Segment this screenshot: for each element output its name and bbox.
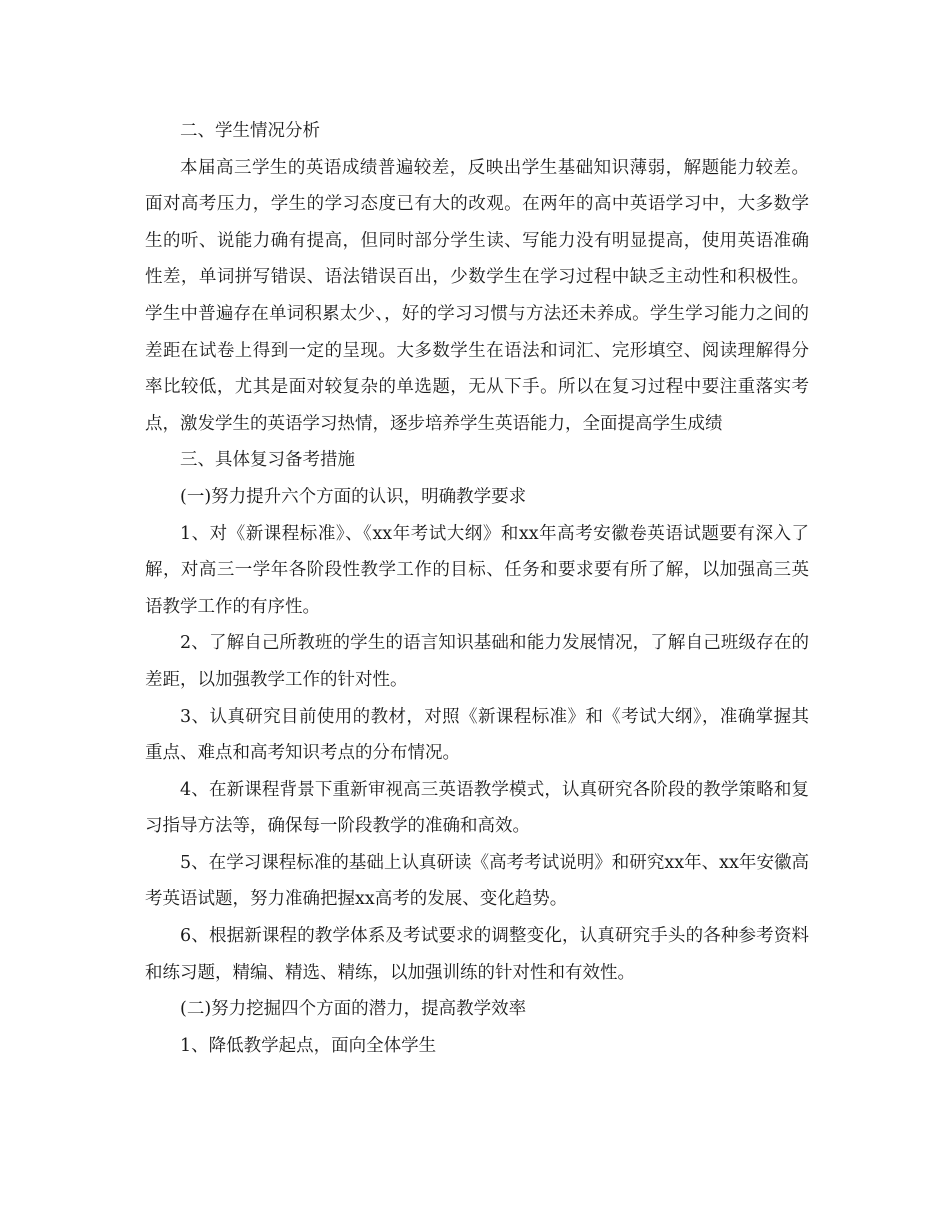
subsection-heading-six-aspects: (一)努力提升六个方面的认识，明确教学要求 xyxy=(180,486,527,507)
list-item-lower-starting-point: 1、降低教学起点，面向全体学生 xyxy=(180,1035,437,1056)
list-item-1: 1、对《新课程标准》、《xx年考试大纲》和xx年高考安徽卷英语试题要有深入了解，对高三一学年各阶段性教学工作的目标、任务和要求要有所了解，以加强高三英语教学工作的有序性。 xyxy=(145,523,809,617)
list-item-5: 5、在学习课程标准的基础上认真研读《高考考试说明》和研究xx年、xx年安徽高考英语试题，努力准确把握xx高考的发展、变化趋势。 xyxy=(145,852,809,910)
section-heading-student-analysis: 二、学生情况分析 xyxy=(180,121,320,141)
list-item-4: 4、在新课程背景下重新审视高三英语教学模式，认真研究各阶段的教学策略和复习指导方法等，确保每一阶段教学的准确和高效。 xyxy=(145,779,809,837)
list-item-3: 3、认真研究目前使用的教材，对照《新课程标准》和《考试大纲》，准确掌握其重点、难点和高考知识考点的分布情况。 xyxy=(145,706,809,764)
document-body xyxy=(145,113,809,1064)
list-item-2: 2、了解自己所教班的学生的语言知识基础和能力发展情况，了解自己班级存在的差距，以加强教学工作的针对性。 xyxy=(145,633,809,690)
list-item-6: 6、根据新课程的教学体系及考试要求的调整变化，认真研究手头的各种参考资料和练习题，精编、精选、精练，以加强训练的针对性和有效性。 xyxy=(145,926,809,983)
section-heading-review-measures: 三、具体复习备考措施 xyxy=(180,450,355,471)
paragraph-student-analysis: 本届高三学生的英语成绩普遍较差，反映出学生基础知识薄弱，解题能力较差。面对高考压力，学生的学习态度已有大的改观。在两年的高中英语学习中，大多数学生的听、说能力确有提高，但同时部分学生读、写能力没有明显提高，使用英语准确性差，单词拼写错误、语法错误百出，少数学生在学习过程中缺乏主动性和积极性。学生中普遍存在单词积累太少、，好的学习习惯与方法还未养成。学生学习能力之间的差距在试卷上得到一定的呈现。大多数学生在语法和词汇、完形填空、阅读理解得分率比较低，尤其是面对较复杂的单选题，无从下手。所以在复习过程中要注重落实考点，激发学生的英语学习热情，逐步培养学生英语能力，全面提高学生成绩 xyxy=(145,157,809,434)
subsection-heading-four-potentials: (二)努力挖掘四个方面的潜力，提高教学效率 xyxy=(180,999,527,1020)
